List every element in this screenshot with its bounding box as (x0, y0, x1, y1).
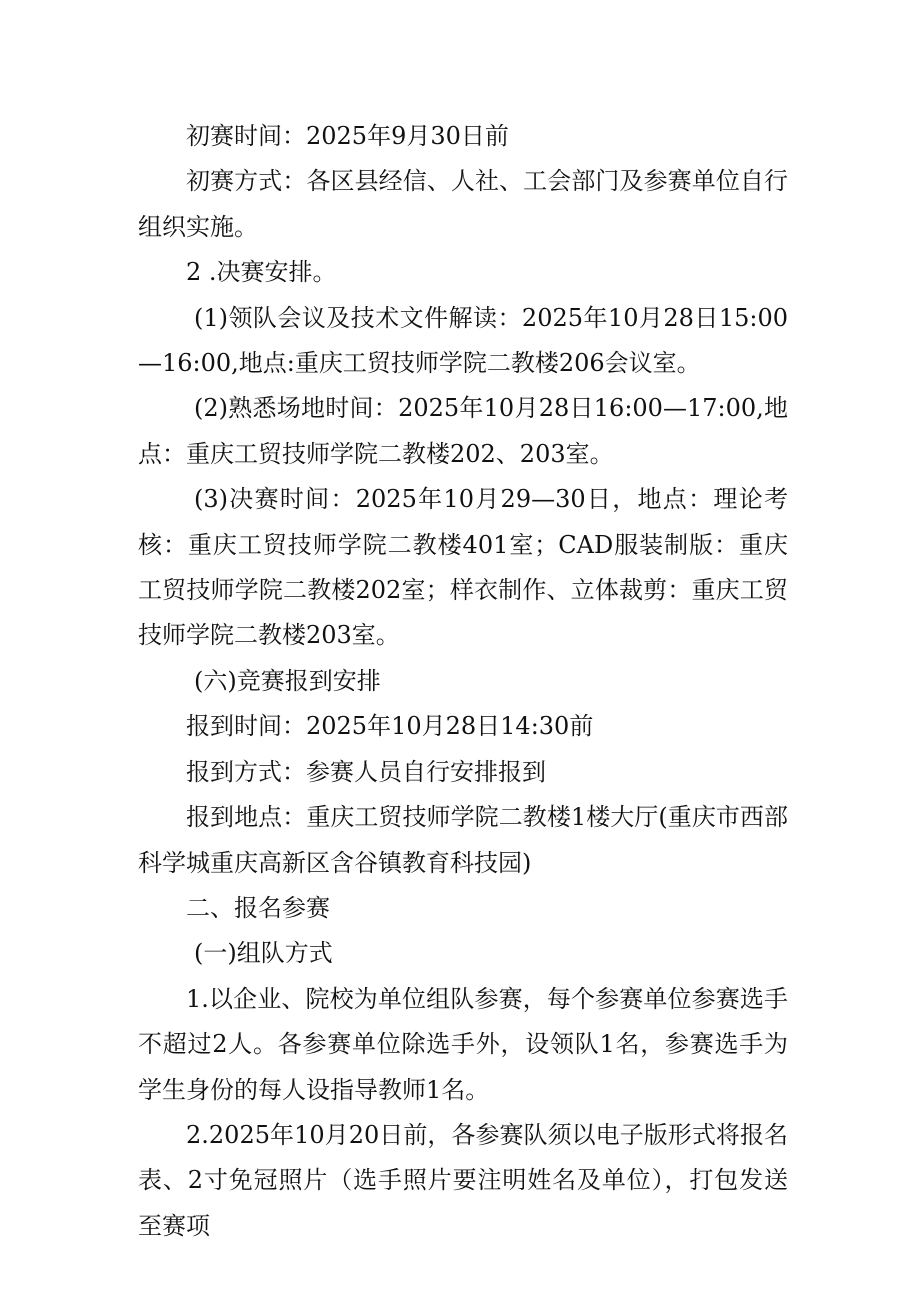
paragraph-registration-method: 报到方式：参赛人员自行安排报到 (186, 757, 546, 786)
paragraph-final-time: (3)决赛时间：2025年10月29—30日，地点：理论考核：重庆工贸技师学院二教楼401室；CAD服装制版：重庆工贸技师学院二教楼202室；样衣制作、立体裁剪：重庆工贸技师学院二教楼203室。 (138, 485, 788, 650)
paragraph-final-arrangement-heading: 2 .决赛安排。 (186, 258, 337, 287)
paragraph-prelim-method: 初赛方式：各区县经信、人社、工会部门及参赛单位自行组织实施。 (138, 167, 788, 241)
document-body (138, 114, 788, 1249)
paragraph-team-rule-1: 1.以企业、院校为单位组队参赛，每个参赛单位参赛选手不超过2人。各参赛单位除选手外，设领队1名，参赛选手为学生身份的每人设指导教师1名。 (138, 984, 788, 1104)
paragraph-team-rule-2: 2.2025年10月20日前，各参赛队须以电子版形式将报名表、2寸免冠照片（选手照片要注明姓名及单位），打包发送至赛项 (138, 1120, 788, 1240)
paragraph-registration-heading: (六)竞赛报到安排 (194, 666, 381, 695)
section-heading-sign-up: 二、报名参赛 (186, 893, 330, 922)
paragraph-venue-familiarization: (2)熟悉场地时间：2025年10月28日16:00—17:00,地点：重庆工贸技师学院二教楼202、203室。 (138, 394, 788, 468)
paragraph-registration-location: 报到地点：重庆工贸技师学院二教楼1楼大厅(重庆市西部科学城重庆高新区含谷镇教育科技园) (138, 803, 788, 877)
paragraph-leader-meeting: (1)领队会议及技术文件解读：2025年10月28日15:00—16:00,地点:重庆工贸技师学院二教楼206会议室。 (138, 303, 788, 378)
paragraph-registration-time: 报到时间：2025年10月28日14:30前 (186, 712, 594, 741)
paragraph-team-formation-heading: (一)组队方式 (194, 939, 333, 968)
paragraph-prelim-time: 初赛时间：2025年9月30日前 (186, 122, 509, 150)
